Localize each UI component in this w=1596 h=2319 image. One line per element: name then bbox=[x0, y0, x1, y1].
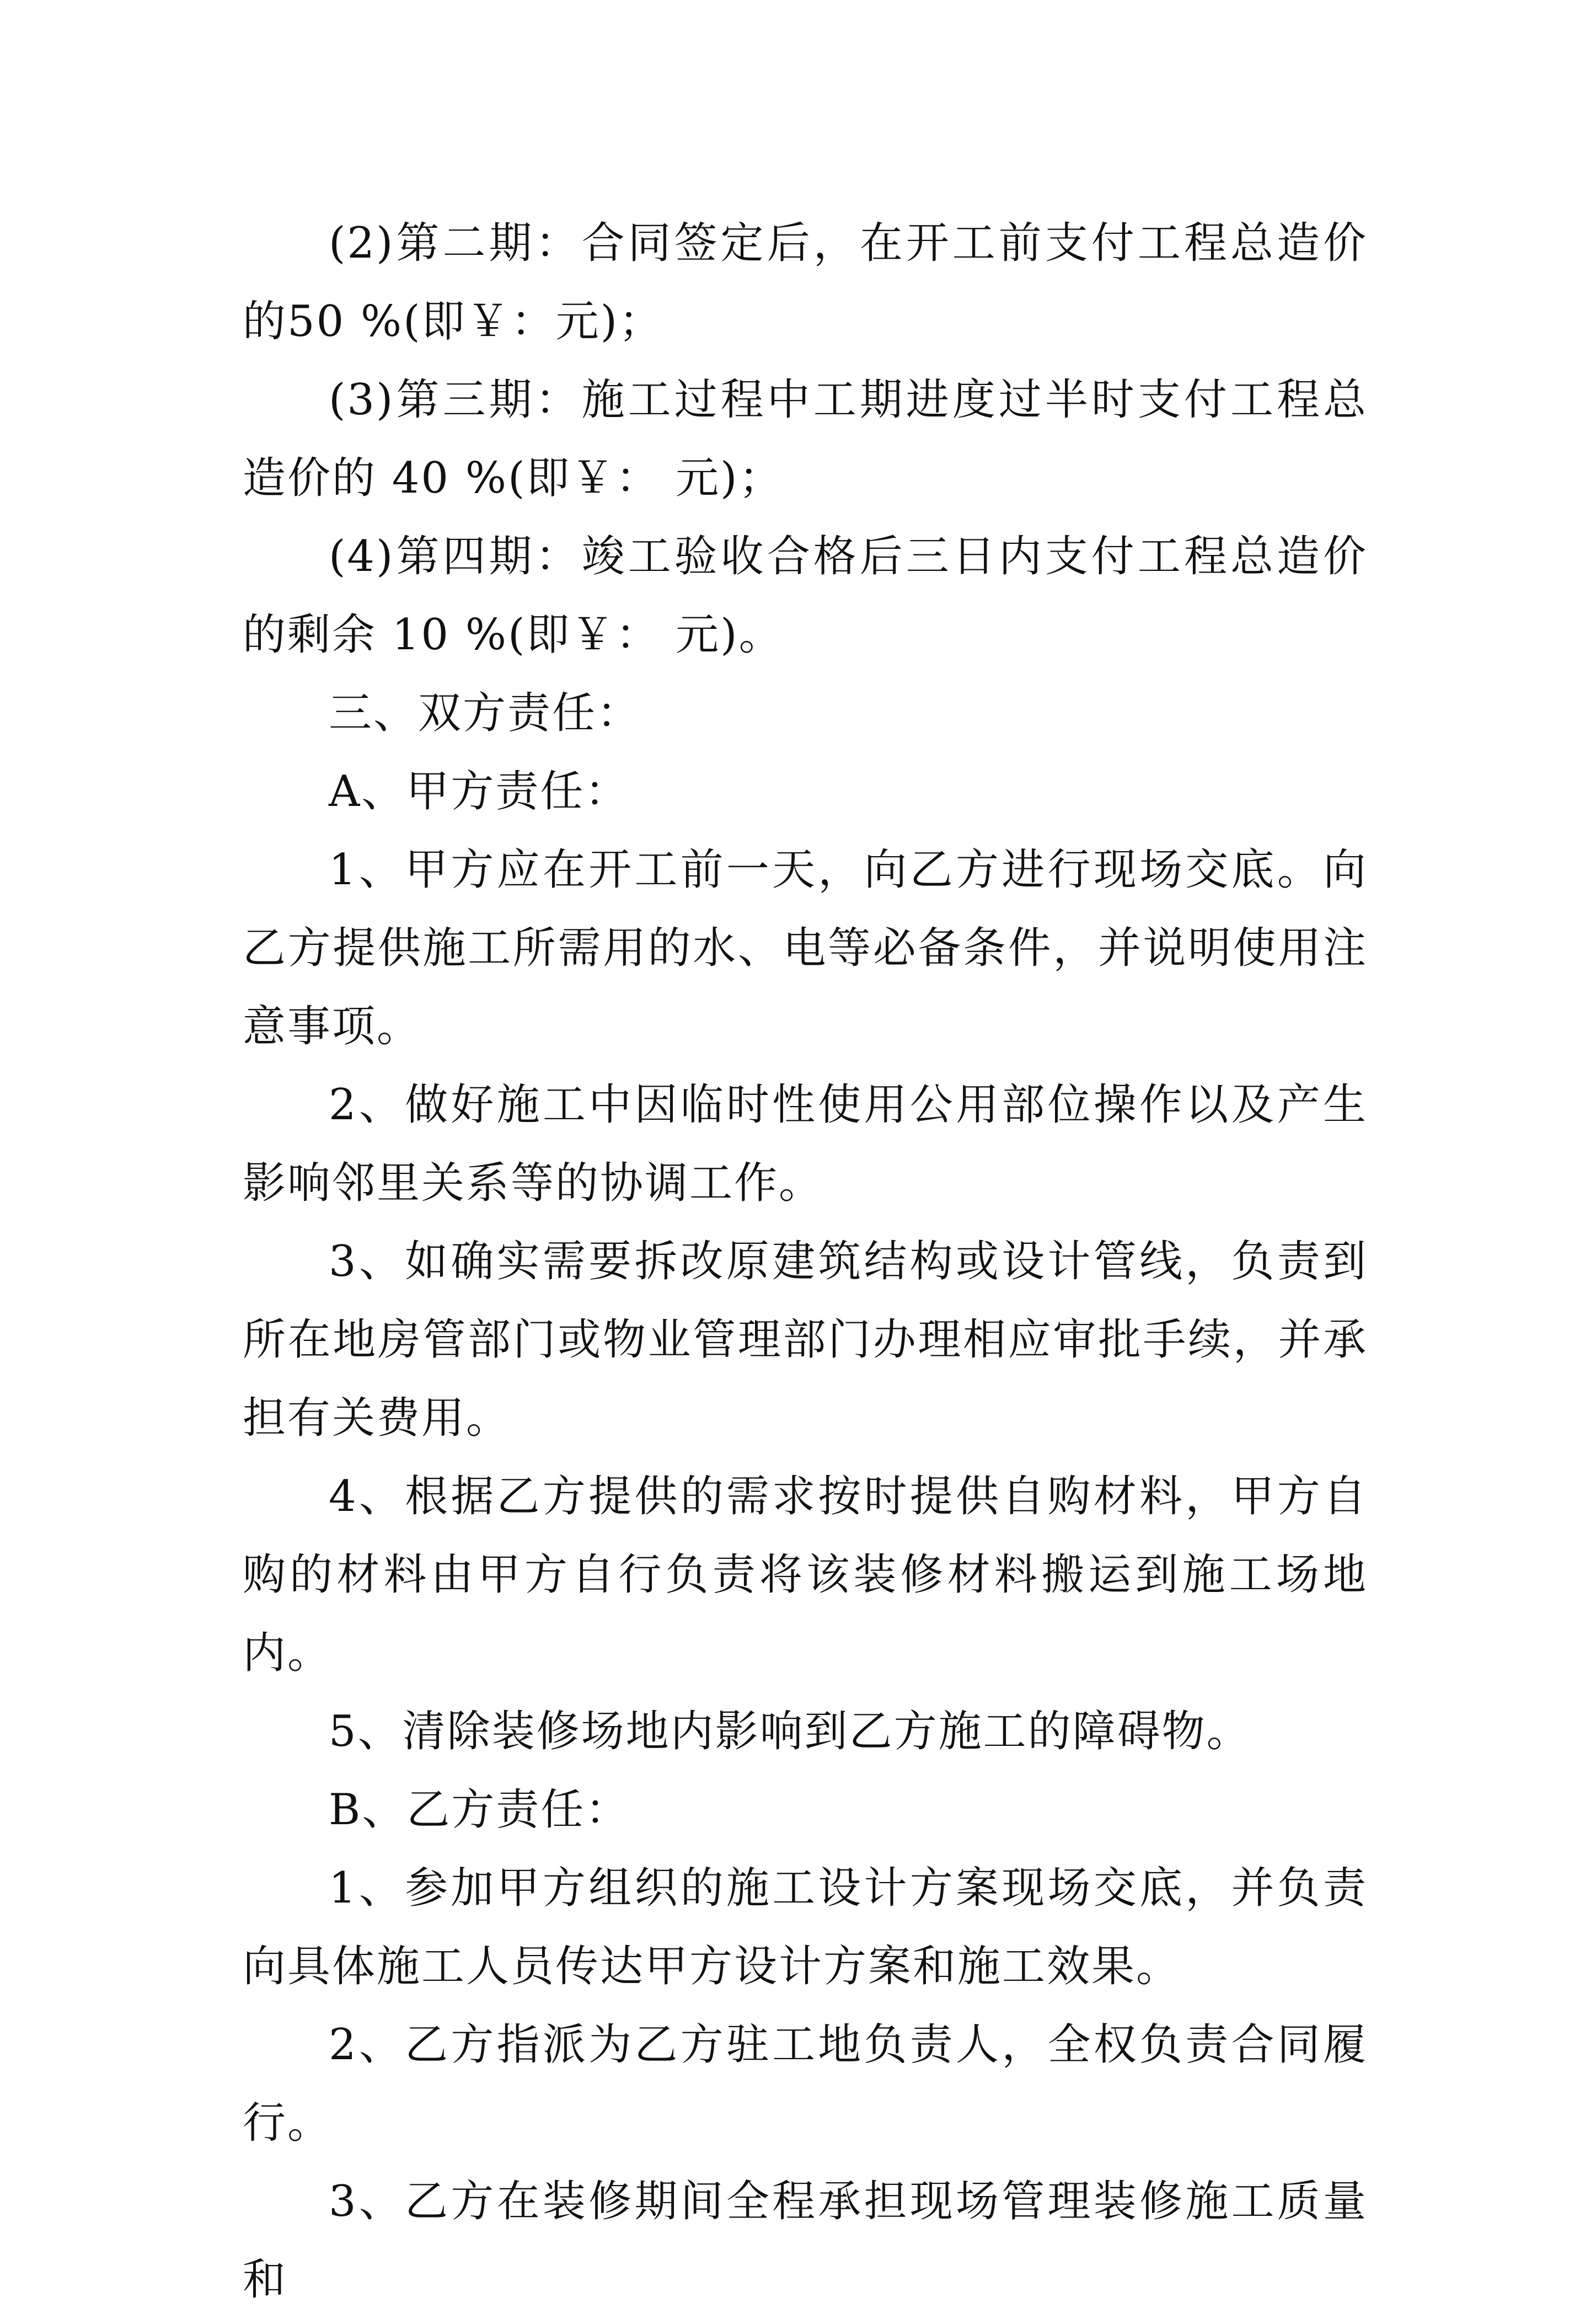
party-a-item-2: 2、做好施工中因临时性使用公用部位操作以及产生影响邻里关系等的协调工作。 bbox=[243, 1080, 1368, 1208]
party-a-item-5: 5、清除装修场地内影响到乙方施工的障碍物。 bbox=[329, 1707, 1251, 1756]
party-b-item-3: 3、乙方在装修期间全程承担现场管理装修施工质量和 bbox=[243, 2177, 1368, 2305]
paragraph-payment-phase-3: (3)第三期：施工过程中工期进度过半时支付工程总造价的 40 %(即￥： 元)； bbox=[243, 375, 1368, 503]
party-b-item-1: 1、参加甲方组织的施工设计方案现场交底，并负责向具体施工人员传达甲方设计方案和施工效果。 bbox=[243, 1863, 1368, 1991]
subheading-party-b: B、乙方责任： bbox=[329, 1785, 630, 1835]
paragraph-payment-phase-2: (2)第二期：合同签定后，在开工前支付工程总造价的50 %(即￥：元)； bbox=[243, 218, 1368, 346]
party-b-item-2: 2、乙方指派为乙方驻工地负责人，全权负责合同履行。 bbox=[243, 2020, 1368, 2148]
party-a-item-3: 3、如确实需要拆改原建筑结构或设计管线，负责到所在地房管部门或物业管理部门办理相应审批手续，并承担有关费用。 bbox=[243, 1237, 1368, 1443]
subheading-party-a: A、甲方责任： bbox=[329, 767, 630, 816]
party-a-item-1: 1、甲方应在开工前一天，向乙方进行现场交底。向乙方提供施工所需用的水、电等必备条件，并说明使用注意事项。 bbox=[243, 845, 1368, 1051]
section-heading-responsibilities: 三、双方责任： bbox=[329, 688, 642, 738]
party-a-item-4: 4、根据乙方提供的需求按时提供自购材料，甲方自购的材料由甲方自行负责将该装修材料搬运到施工场地内。 bbox=[243, 1472, 1368, 1678]
paragraph-payment-phase-4: (4)第四期：竣工验收合格后三日内支付工程总造价的剩余 10 %(即￥： 元)。 bbox=[243, 532, 1368, 660]
document-body bbox=[243, 204, 1368, 2319]
